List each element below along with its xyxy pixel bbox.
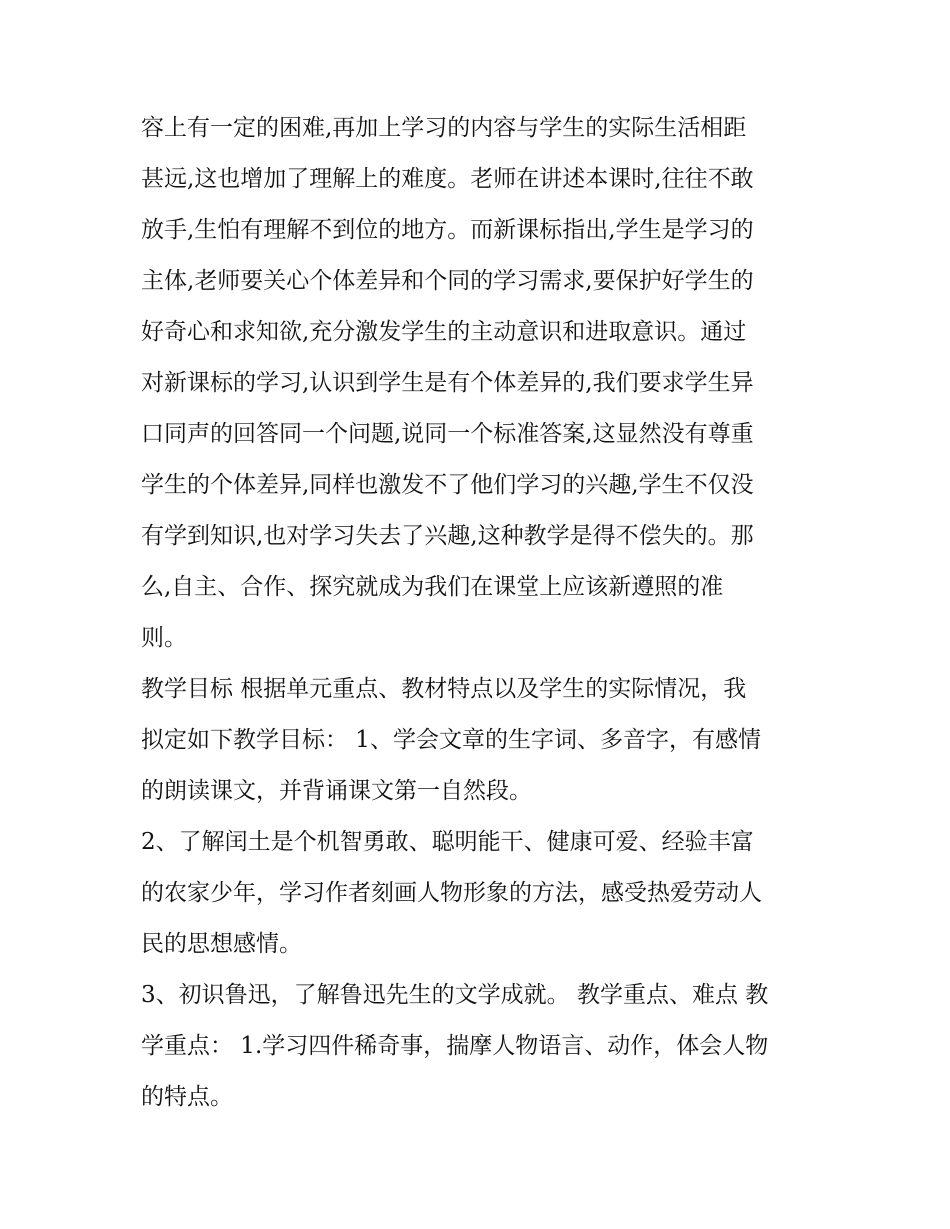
text-line: 2、了解闰土是个机智勇敢、聪明能干、健康可爱、经验丰富: [141, 829, 754, 855]
text-line: 口同声的回答同一个问题,说同一个标准答案,这显然没有尊重: [141, 421, 754, 447]
text-line: 学重点： 1.学习四件稀奇事，揣摩人物语言、动作，体会人物: [141, 1033, 769, 1059]
text-line: 则。: [141, 625, 187, 651]
text-line: 教学目标 根据单元重点、教材特点以及学生的实际情况，我: [141, 676, 747, 702]
text-line: 有学到知识,也对学习失去了兴趣,这种教学是得不偿失的。那: [141, 523, 754, 549]
text-line: 的朗读课文，并背诵课文第一自然段。: [141, 778, 532, 804]
text-line: 的农家少年，学习作者刻画人物形象的方法，感受热爱劳动人: [141, 880, 762, 906]
text-line: 好奇心和求知欲,充分激发学生的主动意识和进取意识。通过: [141, 319, 747, 345]
text-line: 放手,生怕有理解不到位的地方。而新课标指出,学生是学习的: [141, 217, 754, 243]
text-line: 3、初识鲁迅，了解鲁迅先生的文学成就。 教学重点、难点 教: [141, 982, 769, 1008]
text-line: 主体,老师要关心个体差异和个同的学习需求,要保护好学生的: [141, 268, 754, 294]
body-text: [141, 103, 821, 1123]
text-line: 甚远,这也增加了理解上的难度。老师在讲述本课时,往往不敢: [141, 166, 754, 192]
text-line: 学生的个体差异,同样也激发不了他们学习的兴趣,学生不仅没: [141, 472, 754, 498]
text-line: 么,自主、合作、探究就成为我们在课堂上应该新遵照的准: [141, 574, 724, 600]
text-line: 容上有一定的困难,再加上学习的内容与学生的实际生活相距: [141, 115, 747, 141]
text-line: 民的思想感情。: [141, 931, 302, 957]
text-line: 的特点。: [141, 1084, 233, 1110]
text-line: 拟定如下教学目标： 1、学会文章的生字词、多音字，有感情: [141, 727, 761, 753]
text-line: 对新课标的学习,认识到学生是有个体差异的,我们要求学生异: [141, 370, 754, 396]
